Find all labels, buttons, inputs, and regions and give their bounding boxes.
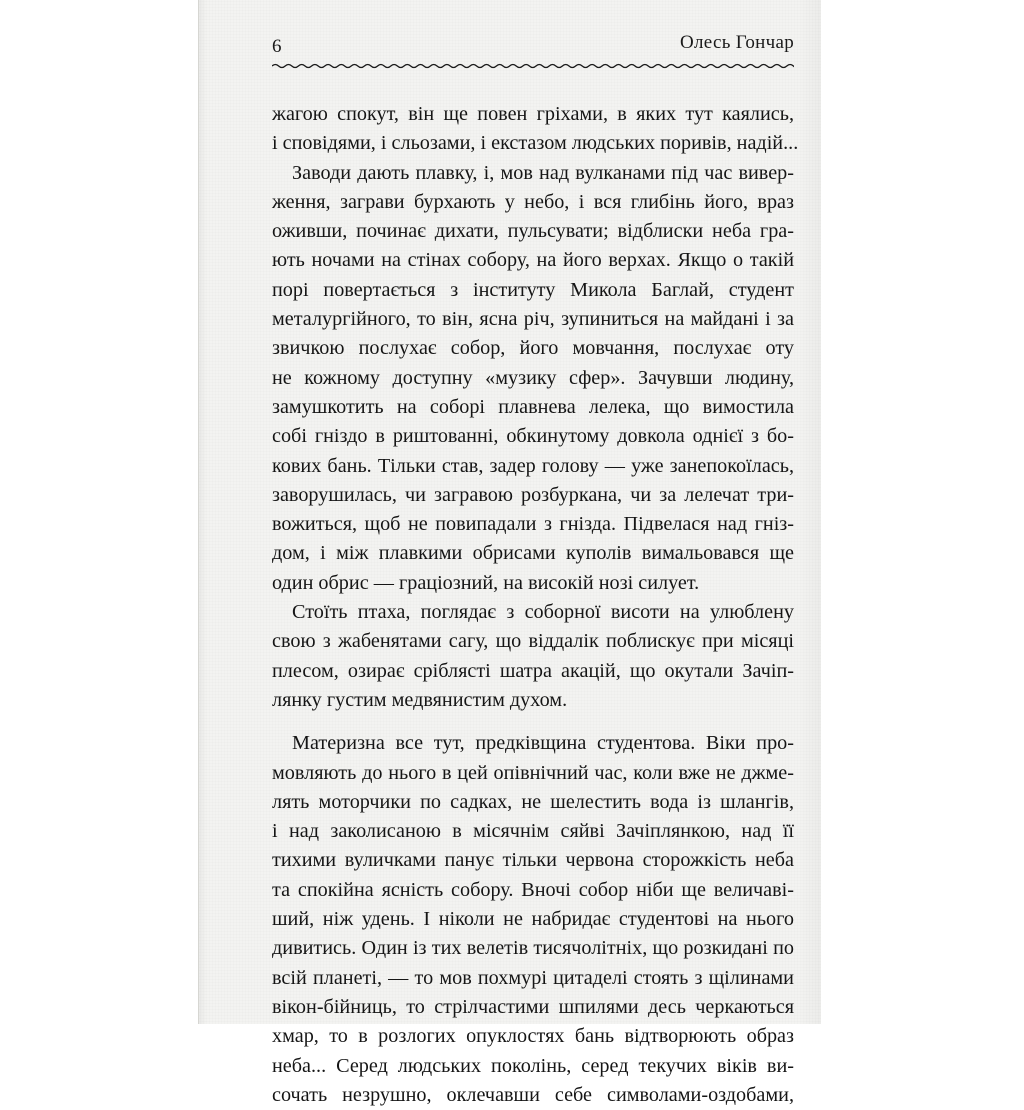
paragraph	[272, 598, 794, 715]
text-line: заворушилась, чи загравою розбуркана, чи за лелечат три-	[272, 483, 794, 506]
text-line: Заводи дають плавку, і, мов над вулканами під час вивер-	[292, 161, 794, 184]
page-number: 6	[272, 36, 282, 57]
text-line: вікон-бійниць, то стрілчастими шпилями десь черкаються	[272, 995, 794, 1018]
text-line: ший, ніж удень. І ніколи не набридає студентові на нього	[272, 908, 794, 931]
text-line: та спокійна ясність собору. Вночі собор ніби ще величаві-	[272, 878, 794, 901]
text-line: неба... Серед людських поколінь, серед текучих віків ви-	[272, 1054, 794, 1077]
text-line: всій планеті, — то мов похмурі цитаделі стоять з щілинами	[272, 966, 794, 989]
text-line: свою з жабенятами сагу, що віддалік поблискує при місяці	[272, 630, 794, 653]
text-line: ження, заграви бурхають у небо, і вся глибінь його, враз	[272, 190, 794, 213]
text-line: Стоїть птаха, поглядає з соборної висоти на улюблену	[292, 601, 794, 624]
body-text	[272, 100, 799, 1110]
text-line: і над заколисаною в місячнім сяйві Зачіплянкою, над її	[272, 820, 794, 843]
text-line: лять моторчики по садках, не шелестить вода із шлангів,	[272, 790, 794, 813]
text-line: лянку густим медвянистим духом.	[272, 688, 568, 711]
text-line: не кожному доступну «музику сфер». Зачувши людину,	[272, 366, 794, 389]
paragraph	[272, 729, 794, 1110]
author-name: Олесь Гончар	[679, 32, 794, 53]
text-line: замушкотить на соборі плавнева лелека, що вимостила	[272, 395, 794, 418]
text-line: звичкою послухає собор, його мовчання, послухає оту	[272, 337, 794, 360]
text-line: кових бань. Тільки став, задер голову — уже занепокоїлась,	[272, 454, 794, 477]
text-line: вожиться, щоб не повипадали з гнізда. Підвелася над гніз-	[272, 513, 794, 536]
text-line: тихими вуличками панує тільки червона сторожкість неба	[272, 849, 794, 872]
text-line: і сповідями, і сльозами, і екстазом людських поривів, надій...	[272, 132, 799, 155]
paragraph	[272, 159, 794, 598]
text-line: один обрис — граціозний, на високій нозі силует.	[272, 571, 700, 594]
text-line: собі гніздо в риштованні, обкинутому довкола однієї з бо-	[272, 425, 794, 448]
text-line: плесом, озирає сріблясті шатра акацій, що окутали Зачіп-	[272, 659, 794, 682]
text-line: металургійного, то він, ясна річ, зупиниться на майдані і за	[272, 308, 794, 331]
text-line: дивитись. Один із тих велетів тисячолітніх, що розкидані по	[272, 937, 794, 960]
text-line: хмар, то в розлогих опуклостях бань відтворюють образ	[272, 1025, 794, 1048]
text-line: Материзна все тут, предківщина студентова. Віки про-	[292, 732, 794, 755]
wavy-divider-rule	[272, 60, 794, 72]
text-line: дом, і між плавкими обрисами куполів вимальовався ще	[272, 542, 794, 565]
text-line: мовляють до нього в цей опівнічний час, коли вже не джме-	[272, 761, 794, 784]
paragraph	[272, 100, 799, 159]
text-line: жагою спокут, він ще повен гріхами, в яких тут каялись,	[272, 103, 794, 125]
text-line: ють ночами на стінах собору, на його верхах. Якщо о такій	[272, 249, 794, 272]
text-line: порі повертається з інституту Микола Баглай, студент	[272, 278, 794, 301]
running-head	[272, 30, 794, 60]
text-line: сочать незрушно, оклечавши себе символами-оздобами,	[272, 1083, 794, 1106]
paragraph-gap	[272, 715, 794, 729]
text-line: оживши, починає дихати, пульсувати; відблиски неба гра-	[272, 220, 794, 243]
